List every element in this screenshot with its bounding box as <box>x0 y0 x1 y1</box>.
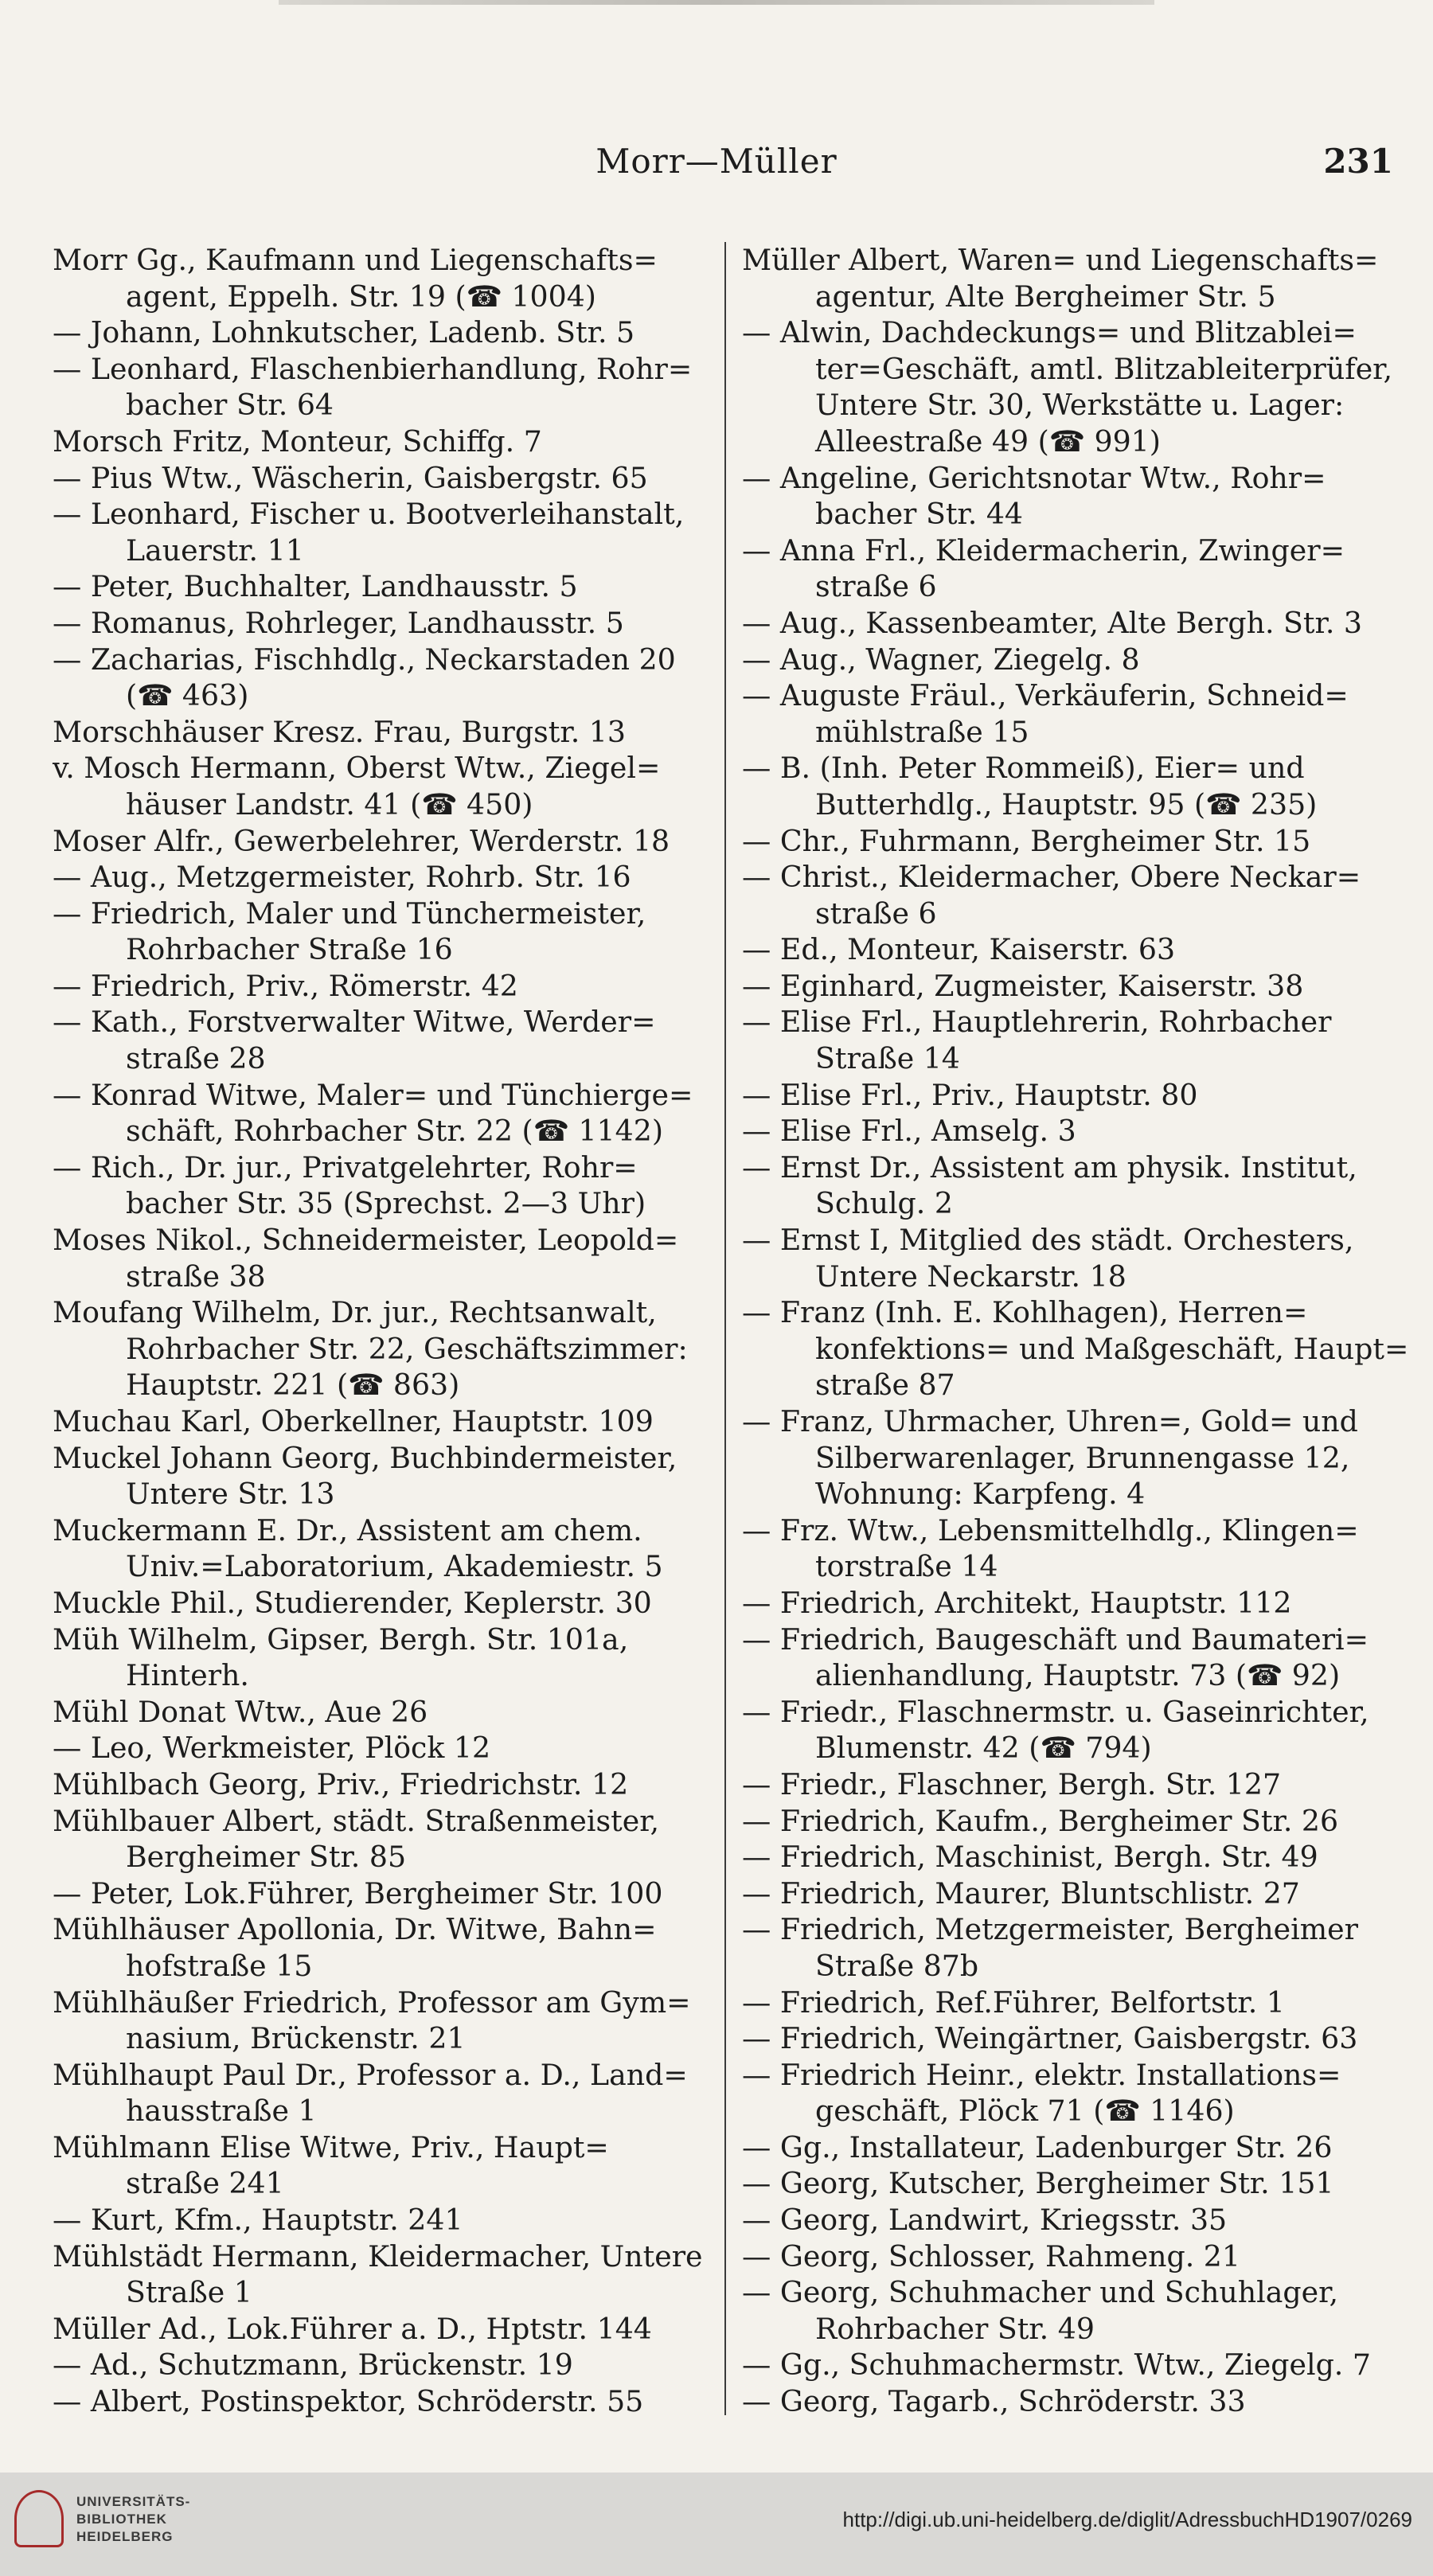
entry-continuation-line: straße 38 <box>126 1259 266 1294</box>
entry-continuation-line: mühlstraße 15 <box>815 714 1029 749</box>
entry-line: — Elise Frl., Hauptlehrerin, Rohrbacher <box>742 1005 1332 1040</box>
directory-entry <box>742 2020 1395 2057</box>
directory-entry <box>742 642 1395 678</box>
directory-entry <box>53 2057 725 2129</box>
entry-continuation-line: Untere Str. 30, Werkstätte u. Lager: <box>815 388 1345 423</box>
entry-line: — Ed., Monteur, Kaiserstr. 63 <box>742 932 1176 967</box>
directory-entry <box>53 496 725 568</box>
entry-line: — Friedrich, Maurer, Bluntschlistr. 27 <box>742 1875 1300 1911</box>
entry-continuation-line: Alleestraße 49 (☎ 991) <box>815 423 1161 459</box>
entry-line: Muchau Karl, Oberkellner, Hauptstr. 109 <box>53 1404 654 1438</box>
directory-entry <box>742 1222 1395 1294</box>
directory-entry <box>53 1004 725 1076</box>
entry-continuation-line: Schulg. 2 <box>815 1186 953 1221</box>
entry-continuation-line: Bergheimer Str. 85 <box>126 1840 407 1875</box>
directory-entry <box>742 1149 1395 1222</box>
directory-entry <box>742 2165 1395 2202</box>
directory-entry <box>742 931 1395 968</box>
directory-entry <box>742 1985 1395 2021</box>
entry-line: Mühlhäuser Apollonia, Dr. Witwe, Bahn= <box>53 1912 657 1947</box>
directory-entry <box>53 460 725 497</box>
directory-entry <box>742 460 1395 533</box>
entry-continuation-line: bacher Str. 44 <box>815 497 1024 532</box>
entry-line: Moses Nikol., Schneidermeister, Leopold= <box>53 1223 679 1258</box>
column-divider <box>724 242 726 2415</box>
directory-entry <box>53 2129 725 2202</box>
entry-line: — Aug., Kassenbeamter, Alte Bergh. Str. 3 <box>742 605 1363 640</box>
directory-entry <box>742 533 1395 605</box>
entry-line: Mühlbauer Albert, städt. Straßenmeister, <box>53 1803 660 1838</box>
library-logo-text <box>76 2493 190 2546</box>
entry-line: — Friedrich, Maler und Tünchermeister, <box>53 896 646 931</box>
directory-entry <box>53 1694 725 1731</box>
library-seal-icon <box>14 2490 64 2547</box>
entry-continuation-line: nasium, Brückenstr. 21 <box>126 2021 466 2056</box>
entry-line: Morr Gg., Kaufmann und Liegenschafts= <box>53 243 658 277</box>
logo-line: BIBLIOTHEK <box>76 2512 167 2527</box>
directory-entry <box>53 605 725 642</box>
directory-entry <box>53 642 725 714</box>
directory-entry <box>742 2202 1395 2238</box>
entry-line: Mühlhäußer Friedrich, Professor am Gym= <box>53 1985 691 2020</box>
page-header <box>0 142 1433 189</box>
entry-line: — Ad., Schutzmann, Brückenstr. 19 <box>53 2348 573 2383</box>
entry-line: — Peter, Lok.Führer, Bergheimer Str. 100 <box>53 1875 663 1911</box>
directory-entry <box>742 2383 1395 2420</box>
entry-line: — Kurt, Kfm., Hauptstr. 241 <box>53 2203 463 2238</box>
entry-continuation-line: ter=Geschäft, amtl. Blitzableiterprüfer, <box>815 351 1393 386</box>
entry-line: — Aug., Wagner, Ziegelg. 8 <box>742 642 1140 677</box>
entry-continuation-line: (☎ 463) <box>126 678 249 713</box>
entry-line: — Albert, Postinspektor, Schröderstr. 55 <box>53 2384 644 2419</box>
entry-continuation-line: straße 87 <box>815 1368 955 1403</box>
entry-line: — Chr., Fuhrmann, Bergheimer Str. 15 <box>742 823 1311 858</box>
entry-continuation-line: straße 28 <box>126 1041 266 1076</box>
entry-continuation-line: Butterhdlg., Hauptstr. 95 (☎ 235) <box>815 786 1318 822</box>
directory-entry <box>53 1077 725 1149</box>
entry-line: — Christ., Kleidermacher, Obere Neckar= <box>742 860 1361 895</box>
directory-entry <box>53 1875 725 1912</box>
entry-line: — Friedrich, Metzgermeister, Bergheimer <box>742 1912 1358 1947</box>
directory-entry <box>53 1911 725 1984</box>
directory-entry <box>742 1512 1395 1585</box>
directory-entry <box>742 1113 1395 1149</box>
entry-continuation-line: Straße 1 <box>126 2275 252 2310</box>
entry-line: Müller Albert, Waren= und Liegenschafts= <box>742 243 1379 277</box>
directory-entry <box>742 314 1395 459</box>
entry-continuation-line: straße 6 <box>815 569 937 604</box>
source-url-link[interactable]: http://digi.ub.uni-heidelberg.de/diglit/AdressbuchHD1907/0269 <box>842 2508 1412 2531</box>
directory-entry <box>742 1911 1395 1984</box>
entry-line: — Franz (Inh. E. Kohlhagen), Herren= <box>742 1295 1308 1330</box>
directory-entry <box>53 823 725 860</box>
entry-continuation-line: Straße 14 <box>815 1041 960 1076</box>
entry-line: Moser Alfr., Gewerbelehrer, Werderstr. 18 <box>53 823 670 858</box>
entry-line: — Georg, Tagarb., Schröderstr. 33 <box>742 2384 1246 2419</box>
directory-entry <box>742 677 1395 750</box>
entry-continuation-line: Silberwarenlager, Brunnengasse 12, <box>815 1440 1350 1475</box>
directory-entry <box>53 1222 725 1294</box>
entry-line: — Friedrich, Kaufm., Bergheimer Str. 26 <box>742 1803 1339 1838</box>
directory-entry <box>53 1622 725 1694</box>
directory-entry <box>53 1730 725 1766</box>
entry-line: — Eginhard, Zugmeister, Kaiserstr. 38 <box>742 968 1304 1003</box>
entry-line: — Zacharias, Fischhdlg., Neckarstaden 20 <box>53 642 676 677</box>
entry-line: — Friedrich, Architekt, Hauptstr. 112 <box>742 1585 1292 1620</box>
entry-line: — Rich., Dr. jur., Privatgelehrter, Rohr= <box>53 1149 638 1185</box>
directory-entry <box>53 1585 725 1622</box>
entry-continuation-line: Rohrbacher Straße 16 <box>126 932 453 967</box>
entry-continuation-line: geschäft, Plöck 71 (☎ 1146) <box>815 2094 1235 2129</box>
entry-line: — Frz. Wtw., Lebensmittelhdlg., Klingen= <box>742 1512 1359 1548</box>
entry-line: Moufang Wilhelm, Dr. jur., Rechtsanwalt, <box>53 1295 657 1330</box>
entry-continuation-line: Wohnung: Karpfeng. 4 <box>815 1477 1146 1512</box>
entry-line: — Anna Frl., Kleidermacherin, Zwinger= <box>742 533 1345 568</box>
directory-entry <box>742 2347 1395 2383</box>
entry-line: Muckermann E. Dr., Assistent am chem. <box>53 1512 642 1548</box>
directory-entry <box>742 1004 1395 1076</box>
directory-entry <box>742 605 1395 642</box>
directory-entry <box>53 314 725 351</box>
directory-entry <box>53 896 725 968</box>
directory-entry <box>742 1585 1395 1622</box>
left-column <box>53 242 725 2420</box>
directory-entry <box>53 1294 725 1403</box>
entry-line: — Aug., Metzgermeister, Rohrb. Str. 16 <box>53 860 631 895</box>
entry-line: Morschhäuser Kresz. Frau, Burgstr. 13 <box>53 714 626 749</box>
entry-line: — Georg, Kutscher, Bergheimer Str. 151 <box>742 2166 1334 2201</box>
entry-line: v. Mosch Hermann, Oberst Wtw., Ziegel= <box>53 751 661 786</box>
entry-line: Mühl Donat Wtw., Aue 26 <box>53 1694 428 1729</box>
directory-entry <box>742 1839 1395 1875</box>
entry-continuation-line: Straße 87b <box>815 1948 979 1983</box>
entry-line: — Friedr., Flaschnermstr. u. Gaseinrichter, <box>742 1694 1369 1729</box>
entry-line: — Elise Frl., Priv., Hauptstr. 80 <box>742 1077 1198 1112</box>
entry-line: — Friedrich, Maschinist, Bergh. Str. 49 <box>742 1840 1318 1875</box>
entry-line: — Georg, Schlosser, Rahmeng. 21 <box>742 2238 1240 2274</box>
directory-entry <box>53 2311 725 2348</box>
entry-line: — Pius Wtw., Wäscherin, Gaisbergstr. 65 <box>53 460 648 495</box>
entry-continuation-line: bacher Str. 35 (Sprechst. 2—3 Uhr) <box>126 1186 646 1221</box>
entry-line: Muckel Johann Georg, Buchbindermeister, <box>53 1440 677 1475</box>
entry-line: — Angeline, Gerichtsnotar Wtw., Rohr= <box>742 460 1326 495</box>
entry-line: — Peter, Buchhalter, Landhausstr. 5 <box>53 569 578 604</box>
entry-continuation-line: hausstraße 1 <box>126 2094 317 2129</box>
scan-top-edge <box>279 0 1154 5</box>
directory-entry <box>53 2383 725 2420</box>
entry-continuation-line: Hauptstr. 221 (☎ 863) <box>126 1368 460 1403</box>
directory-entry <box>742 1077 1395 1114</box>
entry-line: — Gg., Installateur, Ladenburger Str. 26 <box>742 2129 1333 2164</box>
entry-line: — Leonhard, Fischer u. Bootverleihanstalt, <box>53 497 685 532</box>
directory-entry <box>742 2129 1395 2166</box>
library-footer <box>0 2473 1433 2576</box>
entry-line: Morsch Fritz, Monteur, Schiffg. 7 <box>53 423 542 459</box>
entry-line: — Friedr., Flaschner, Bergh. Str. 127 <box>742 1766 1282 1801</box>
directory-entry <box>53 1512 725 1585</box>
entry-line: Mühlhaupt Paul Dr., Professor a. D., Land= <box>53 2057 688 2092</box>
directory-entry <box>53 242 725 314</box>
entry-continuation-line: Rohrbacher Str. 49 <box>815 2311 1095 2346</box>
running-title: Morr—Müller <box>595 142 838 181</box>
entry-line: Mühlbach Georg, Priv., Friedrichstr. 12 <box>53 1766 629 1801</box>
entry-continuation-line: Rohrbacher Str. 22, Geschäftszimmer: <box>126 1331 688 1366</box>
directory-entry <box>53 750 725 822</box>
entry-line: — Romanus, Rohrleger, Landhausstr. 5 <box>53 605 624 640</box>
directory-entry <box>53 2347 725 2383</box>
directory-entry <box>742 242 1395 314</box>
entry-continuation-line: häuser Landstr. 41 (☎ 450) <box>126 786 533 822</box>
entry-continuation-line: schäft, Rohrbacher Str. 22 (☎ 1142) <box>126 1114 663 1149</box>
directory-entry <box>53 2238 725 2311</box>
directory-entry <box>742 1694 1395 1766</box>
entry-line: Mühlstädt Hermann, Kleidermacher, Untere <box>53 2238 703 2274</box>
directory-entry <box>53 1803 725 1875</box>
logo-line: UNIVERSITÄTS- <box>76 2494 191 2509</box>
entry-continuation-line: bacher Str. 64 <box>126 388 334 423</box>
entry-continuation-line: konfektions= und Maßgeschäft, Haupt= <box>815 1331 1409 1366</box>
entry-line: — B. (Inh. Peter Rommeiß), Eier= und <box>742 751 1305 786</box>
directory-entry <box>742 2057 1395 2129</box>
entry-line: — Elise Frl., Amselg. 3 <box>742 1114 1076 1149</box>
entry-line: — Ernst Dr., Assistent am physik. Institut, <box>742 1149 1357 1185</box>
directory-entry <box>742 1403 1395 1512</box>
right-column <box>742 242 1409 2420</box>
entry-line: — Franz, Uhrmacher, Uhren=, Gold= und <box>742 1404 1358 1438</box>
entry-line: Müh Wilhelm, Gipser, Bergh. Str. 101a, <box>53 1622 629 1657</box>
directory-entry <box>53 1985 725 2057</box>
directory-entry <box>53 423 725 460</box>
entry-continuation-line: Hinterh. <box>126 1658 249 1693</box>
entry-continuation-line: alienhandlung, Hauptstr. 73 (☎ 92) <box>815 1658 1341 1693</box>
directory-entry <box>53 568 725 605</box>
directory-entry <box>53 1766 725 1803</box>
page-number: 231 <box>1323 142 1393 181</box>
directory-entry <box>53 351 725 423</box>
entry-continuation-line: Untere Neckarstr. 18 <box>815 1259 1126 1294</box>
entry-continuation-line: Lauerstr. 11 <box>126 533 304 568</box>
directory-entry <box>742 968 1395 1005</box>
entry-line: — Leo, Werkmeister, Plöck 12 <box>53 1731 491 1766</box>
directory-entry <box>53 968 725 1005</box>
directory-entry <box>742 1294 1409 1403</box>
entry-continuation-line: Untere Str. 13 <box>126 1477 335 1512</box>
entry-line: — Kath., Forstverwalter Witwe, Werder= <box>53 1005 656 1040</box>
entry-line: — Johann, Lohnkutscher, Ladenb. Str. 5 <box>53 315 635 350</box>
directory-entry <box>742 1622 1395 1694</box>
directory-entry <box>742 1803 1395 1840</box>
entry-line: — Friedrich, Priv., Römerstr. 42 <box>53 968 518 1003</box>
directory-entry <box>742 823 1395 860</box>
logo-line: HEIDELBERG <box>76 2529 174 2544</box>
directory-entry <box>742 750 1395 822</box>
directory-entry <box>53 1403 725 1440</box>
entry-continuation-line: hofstraße 15 <box>126 1948 313 1983</box>
directory-entry <box>53 1149 725 1222</box>
entry-continuation-line: straße 241 <box>126 2166 284 2201</box>
entry-line: — Ernst I, Mitglied des städt. Orchesters, <box>742 1223 1354 1258</box>
entry-line: — Auguste Fräul., Verkäuferin, Schneid= <box>742 678 1349 713</box>
entry-line: — Friedrich Heinr., elektr. Installations= <box>742 2057 1341 2092</box>
entry-continuation-line: straße 6 <box>815 896 937 931</box>
entry-line: — Friedrich, Weingärtner, Gaisbergstr. 63 <box>742 2021 1358 2056</box>
directory-entry <box>53 1440 725 1512</box>
entry-continuation-line: torstraße 14 <box>815 1549 998 1584</box>
directory-entry <box>742 1875 1395 1912</box>
directory-entry <box>742 2238 1395 2275</box>
entry-line: — Georg, Landwirt, Kriegsstr. 35 <box>742 2203 1228 2238</box>
entry-line: — Friedrich, Ref.Führer, Belfortstr. 1 <box>742 1985 1285 2020</box>
directory-entry <box>53 2202 725 2238</box>
directory-entry <box>53 859 725 896</box>
entry-line: — Alwin, Dachdeckungs= und Blitzablei= <box>742 315 1357 350</box>
entry-continuation-line: Univ.=Laboratorium, Akademiestr. 5 <box>126 1549 663 1584</box>
directory-entry <box>53 714 725 751</box>
entry-continuation-line: Blumenstr. 42 (☎ 794) <box>815 1731 1152 1766</box>
entry-line: — Leonhard, Flaschenbierhandlung, Rohr= <box>53 351 693 386</box>
directory-entry <box>742 1766 1395 1803</box>
entry-line: Muckle Phil., Studierender, Keplerstr. 30 <box>53 1585 652 1620</box>
entry-continuation-line: agent, Eppelh. Str. 19 (☎ 1004) <box>126 279 596 314</box>
entry-line: — Konrad Witwe, Maler= und Tünchierge= <box>53 1077 693 1112</box>
entry-line: Mühlmann Elise Witwe, Priv., Haupt= <box>53 2129 609 2164</box>
entry-line: Müller Ad., Lok.Führer a. D., Hptstr. 144 <box>53 2311 652 2346</box>
entry-line: — Friedrich, Baugeschäft und Baumateri= <box>742 1622 1369 1657</box>
entry-continuation-line: agentur, Alte Bergheimer Str. 5 <box>815 279 1276 314</box>
entry-line: — Georg, Schuhmacher und Schuhlager, <box>742 2275 1338 2310</box>
directory-entry <box>742 859 1395 931</box>
entry-line: — Gg., Schuhmachermstr. Wtw., Ziegelg. 7 <box>742 2348 1371 2383</box>
directory-entry <box>742 2274 1395 2347</box>
